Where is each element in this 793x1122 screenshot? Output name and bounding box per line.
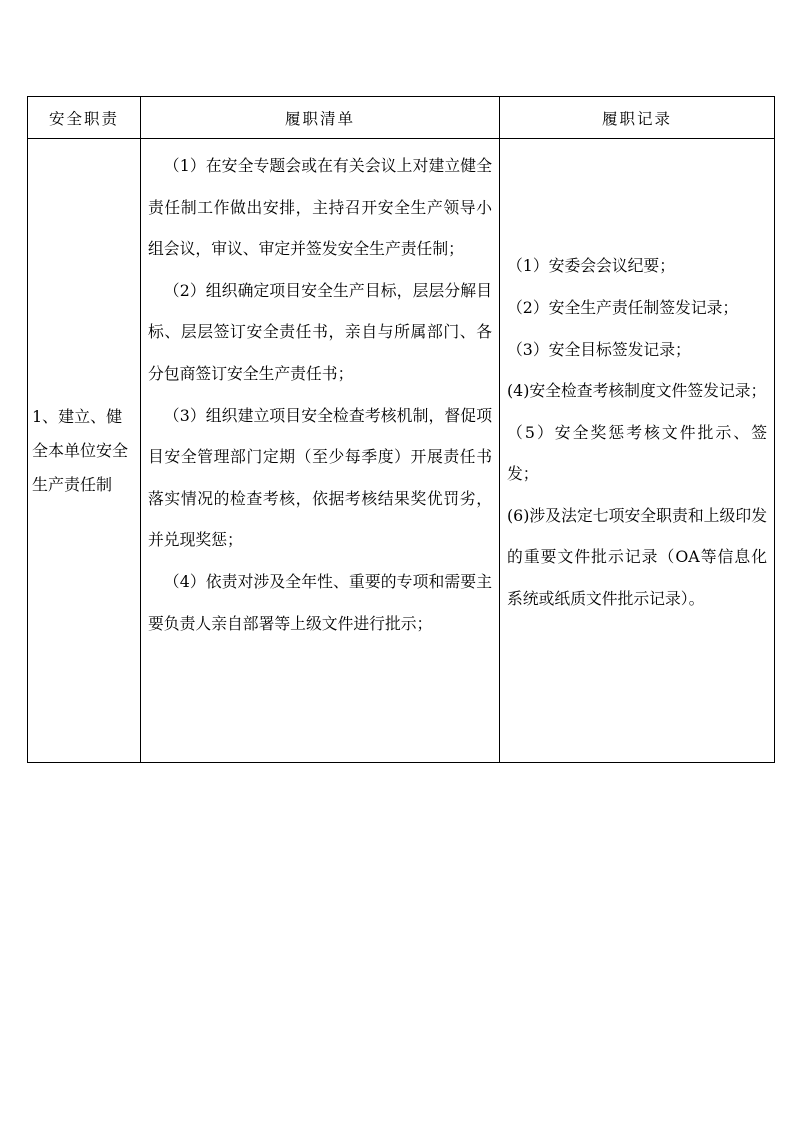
- record-item: （2）安全生产责任制签发记录；: [507, 297, 739, 317]
- header-record: 履职记录: [500, 97, 775, 139]
- record-item: （3）安全目标签发记录；: [507, 339, 691, 359]
- record-item: (4)安全检查考核制度文件签发记录；: [507, 381, 767, 401]
- record-item: （1）安委会会议纪要；: [507, 256, 676, 276]
- responsibility-table: [27, 96, 775, 763]
- header-duty: 安全职责: [28, 97, 141, 139]
- record-list: [507, 241, 767, 659]
- table-row: [28, 139, 775, 763]
- header-list: 履职清单: [141, 97, 500, 139]
- list-item: （2）组织确定项目安全生产目标，层层分解目标、层层签订安全责任书，亲自与所属部门、各分包商签订安全生产责任书；: [148, 280, 492, 383]
- record-cell: [500, 139, 775, 763]
- list-item: （3）组织建立项目安全检查考核机制，督促项目安全管理部门定期（至少每季度）开展责任书落实情况的检查考核，依据考核结果奖优罚劣，并兑现奖惩；: [148, 405, 492, 550]
- list-item: （4）依责对涉及全年性、重要的专项和需要主要负责人亲自部署等上级文件进行批示；: [148, 571, 492, 633]
- table-header-row: [28, 97, 775, 139]
- duty-cell: 1、建立、健全本单位安全生产责任制: [28, 139, 141, 763]
- record-item: （5）安全奖惩考核文件批示、签发；: [507, 422, 767, 484]
- list-item: （1）在安全专题会或在有关会议上对建立健全责任制工作做出安排，主持召开安全生产领导小组会议，审议、审定并签发安全生产责任制；: [148, 156, 492, 259]
- record-item: (6)涉及法定七项安全职责和上级印发的重要文件批示记录（OA等信息化系统或纸质文件批示记录）。: [507, 505, 767, 609]
- duty-list-cell: [141, 139, 500, 763]
